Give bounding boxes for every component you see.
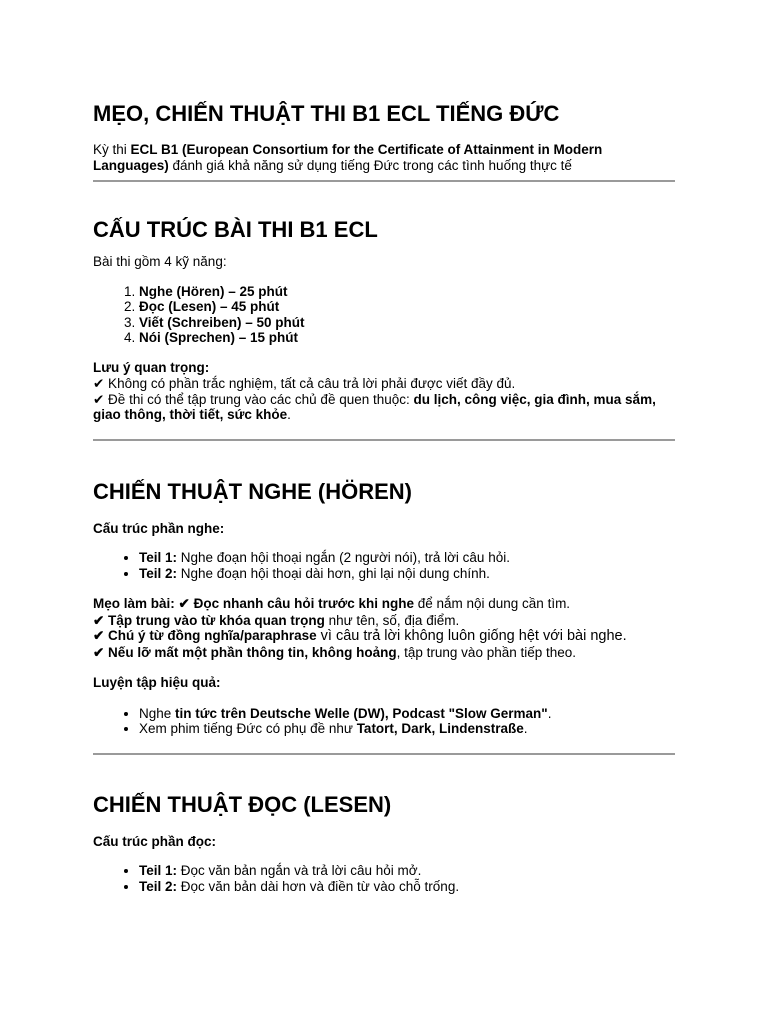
- list-item: • Nghe tin tức trên Deutsche Welle (DW), Podcast "Slow German".: [139, 706, 675, 722]
- tips-line: ✔ Chú ý từ đồng nghĩa/paraphrase vì câu trả lời không luôn giống hệt với bài nghe.: [93, 628, 627, 644]
- skills-list: [93, 284, 675, 346]
- list-item: • Teil 1: Nghe đoạn hội thoại ngắn (2 người nói), trả lời câu hỏi.: [139, 550, 675, 566]
- listening-heading: CHIẾN THUẬT NGHE (HÖREN): [93, 478, 412, 504]
- document-body: [93, 100, 675, 894]
- reading-subheading: Cấu trúc phần đọc:: [93, 833, 217, 849]
- list-item: • Teil 2: Đọc văn bản dài hơn và điền từ vào chỗ trống.: [139, 879, 675, 895]
- listening-parts-list: [93, 550, 675, 581]
- list-item: 2. Đọc (Lesen) – 45 phút: [139, 299, 675, 315]
- practice-label: Luyện tập hiệu quả:: [93, 675, 221, 690]
- page-title: MẸO, CHIẾN THUẬT THI B1 ECL TIẾNG ĐỨC: [93, 101, 560, 126]
- note-line: ✔ Đề thi có thể tập trung vào các chủ đề quen thuộc: du lịch, công việc, gia đình, mua sắm, giao thông, thời tiết, sức khỏe.: [93, 391, 656, 422]
- practice-list: [93, 706, 675, 737]
- list-item: 1. Nghe (Hören) – 25 phút: [139, 284, 675, 300]
- intro-paragraph: Kỳ thi ECL B1 (European Consortium for the Certificate of Attainment in Modern Languages) đánh giá khả năng sử dụng tiếng Đức trong các tình huống thực tế: [93, 142, 603, 173]
- listening-subheading: Cấu trúc phần nghe:: [93, 520, 225, 536]
- reading-parts-list: [93, 863, 675, 894]
- list-item: 4. Nói (Sprechen) – 15 phút: [139, 330, 675, 346]
- list-item: • Teil 1: Đọc văn bản ngắn và trả lời câu hỏi mở.: [139, 863, 675, 879]
- note-line: ✔ Không có phần trắc nghiệm, tất cả câu trả lời phải được viết đầy đủ.: [93, 376, 516, 391]
- list-item: • Xem phim tiếng Đức có phụ đề như Tatort, Dark, Lindenstraße.: [139, 721, 675, 737]
- reading-heading: CHIẾN THUẬT ĐỌC (LESEN): [93, 791, 392, 817]
- list-item: • Teil 2: Nghe đoạn hội thoại dài hơn, ghi lại nội dung chính.: [139, 566, 675, 582]
- tips-line: ✔ Nếu lỡ mất một phần thông tin, không hoảng, tập trung vào phần tiếp theo.: [93, 644, 577, 660]
- structure-heading: CẤU TRÚC BÀI THI B1 ECL: [93, 217, 378, 242]
- list-item: 3. Viết (Schreiben) – 50 phút: [139, 315, 675, 331]
- important-note-label: Lưu ý quan trọng:: [93, 359, 210, 375]
- tips-line: ✔ Tập trung vào từ khóa quan trọng như tên, số, địa điểm.: [93, 612, 460, 628]
- tips-line: Mẹo làm bài: ✔ Đọc nhanh câu hỏi trước khi nghe để nắm nội dung cần tìm.: [93, 596, 571, 611]
- structure-lead: Bài thi gồm 4 kỹ năng:: [93, 254, 227, 269]
